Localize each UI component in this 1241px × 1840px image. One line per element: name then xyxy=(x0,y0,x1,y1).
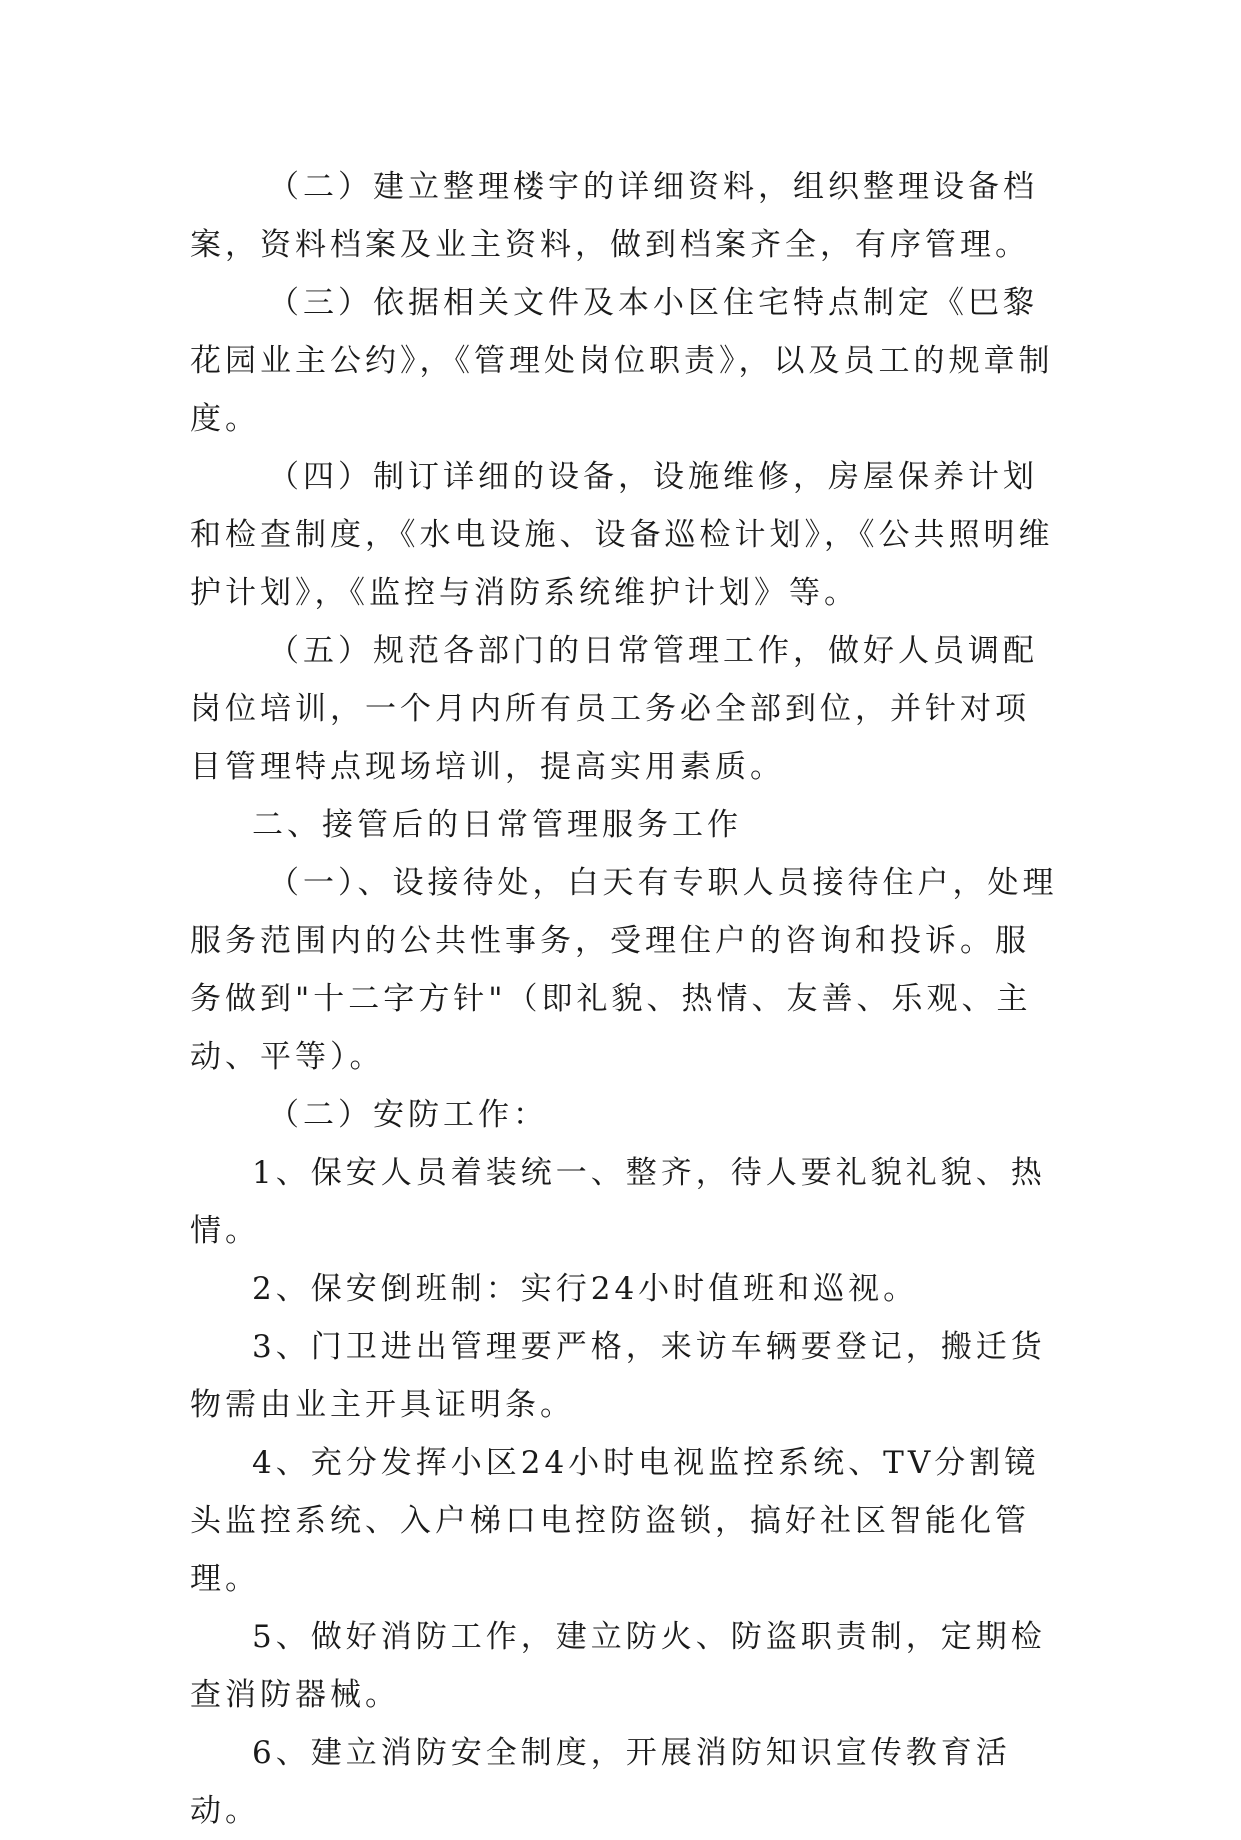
list-item-2: 2、保安倒班制：实行24小时值班和巡视。 xyxy=(252,1271,919,1307)
document-page xyxy=(190,158,1062,1840)
section-heading: 二、接管后的日常管理服务工作 xyxy=(252,807,742,843)
list-item-6: 6、建立消防安全制度，开展消防知识宣传教育活动。 xyxy=(190,1735,1011,1829)
list-item-5: 5、做好消防工作，建立防火、防盗职责制，定期检查消防器械。 xyxy=(190,1619,1046,1713)
paragraph-4: （四）制订详细的设备，设施维修，房屋保养计划和检查制度，《水电设施、设备巡检计划》，《公共照明维护计划》，《监控与消防系统维护计划》等。 xyxy=(190,459,1054,611)
paragraph-reception: （一）、设接待处，白天有专职人员接待住户，处理服务范围内的公共性事务，受理住户的咨询和投诉。服务做到"十二字方针"（即礼貌、热情、友善、乐观、主动、平等）。 xyxy=(190,865,1058,1075)
list-item-3: 3、门卫进出管理要严格，来访车辆要登记，搬迁货物需由业主开具证明条。 xyxy=(190,1329,1046,1423)
list-item-1: 1、保安人员着装统一、整齐，待人要礼貌礼貌、热情。 xyxy=(190,1155,1046,1249)
paragraph-security-heading: （二）安防工作： xyxy=(268,1097,548,1133)
paragraph-5: （五）规范各部门的日常管理工作，做好人员调配岗位培训，一个月内所有员工务必全部到位，并针对项目管理特点现场培训，提高实用素质。 xyxy=(190,633,1038,785)
paragraph-3: （三）依据相关文件及本小区住宅特点制定《巴黎花园业主公约》，《管理处岗位职责》，以及员工的规章制度。 xyxy=(190,285,1054,437)
paragraph-2: （二）建立整理楼宇的详细资料，组织整理设备档案，资料档案及业主资料，做到档案齐全，有序管理。 xyxy=(190,169,1038,263)
list-item-4: 4、充分发挥小区24小时电视监控系统、TV分割镜头监控系统、入户梯口电控防盗锁，搞好社区智能化管理。 xyxy=(190,1445,1040,1597)
